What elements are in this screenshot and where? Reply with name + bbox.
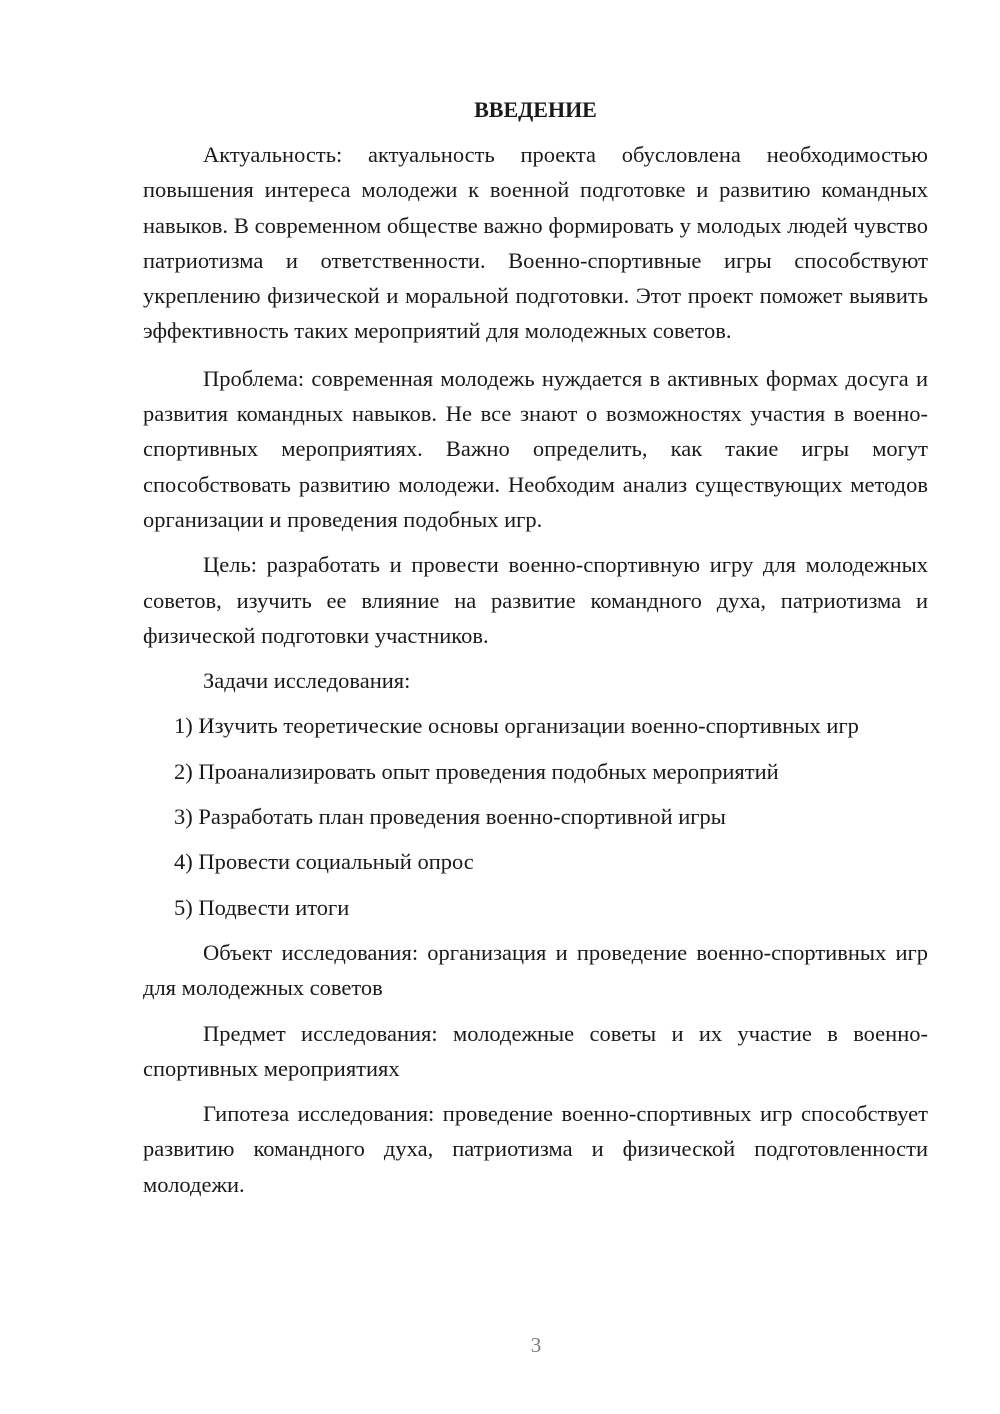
- object-paragraph: Объект исследования: организация и проведение военно-спортивных игр для молодежных советов: [143, 939, 928, 1001]
- document-page: [143, 95, 928, 1212]
- relevance-paragraph: Актуальность: актуальность проекта обусловлена необходимостью повышения интереса молодежи к военной подготовке и развитию командных навыков. В современном обществе важно формировать у молодых людей чувство патриотизма и ответственности. Военно-спортивные игры способствуют укреплению физической и моральной подготовки. Этот проект поможет выявить эффективность таких мероприятий для молодежных советов.: [143, 142, 928, 344]
- tasks-heading: Задачи исследования:: [203, 668, 411, 694]
- task-item-1: 1) Изучить теоретические основы организации военно-спортивных игр: [174, 713, 859, 739]
- task-item-2: 2) Проанализировать опыт проведения подобных мероприятий: [174, 758, 779, 784]
- task-item-3: 3) Разработать план проведения военно-спортивной игры: [174, 804, 726, 830]
- page-number: 3: [530, 1333, 542, 1357]
- page-title: ВВЕДЕНИЕ: [474, 97, 597, 122]
- problem-paragraph: Проблема: современная молодежь нуждается в активных формах досуга и развития командных навыков. Не все знают о возможностях участия в военно-спортивных мероприятиях. Важно определить, как такие игры могут способствовать развитию молодежи. Необходим анализ существующих методов организации и проведения подобных игр.: [143, 365, 928, 532]
- task-item-4: 4) Провести социальный опрос: [174, 849, 474, 875]
- hypothesis-paragraph: Гипотеза исследования: проведение военно-спортивных игр способствует развитию командного духа, патриотизма и физической подготовленности молодежи.: [143, 1101, 928, 1197]
- task-item-5: 5) Подвести итоги: [174, 894, 350, 920]
- goal-paragraph: Цель: разработать и провести военно-спортивную игру для молодежных советов, изучить ее влияние на развитие командного духа, патриотизма и физической подготовки участников.: [143, 552, 928, 648]
- subject-paragraph: Предмет исследования: молодежные советы и их участие в военно-спортивных мероприятиях: [143, 1020, 928, 1081]
